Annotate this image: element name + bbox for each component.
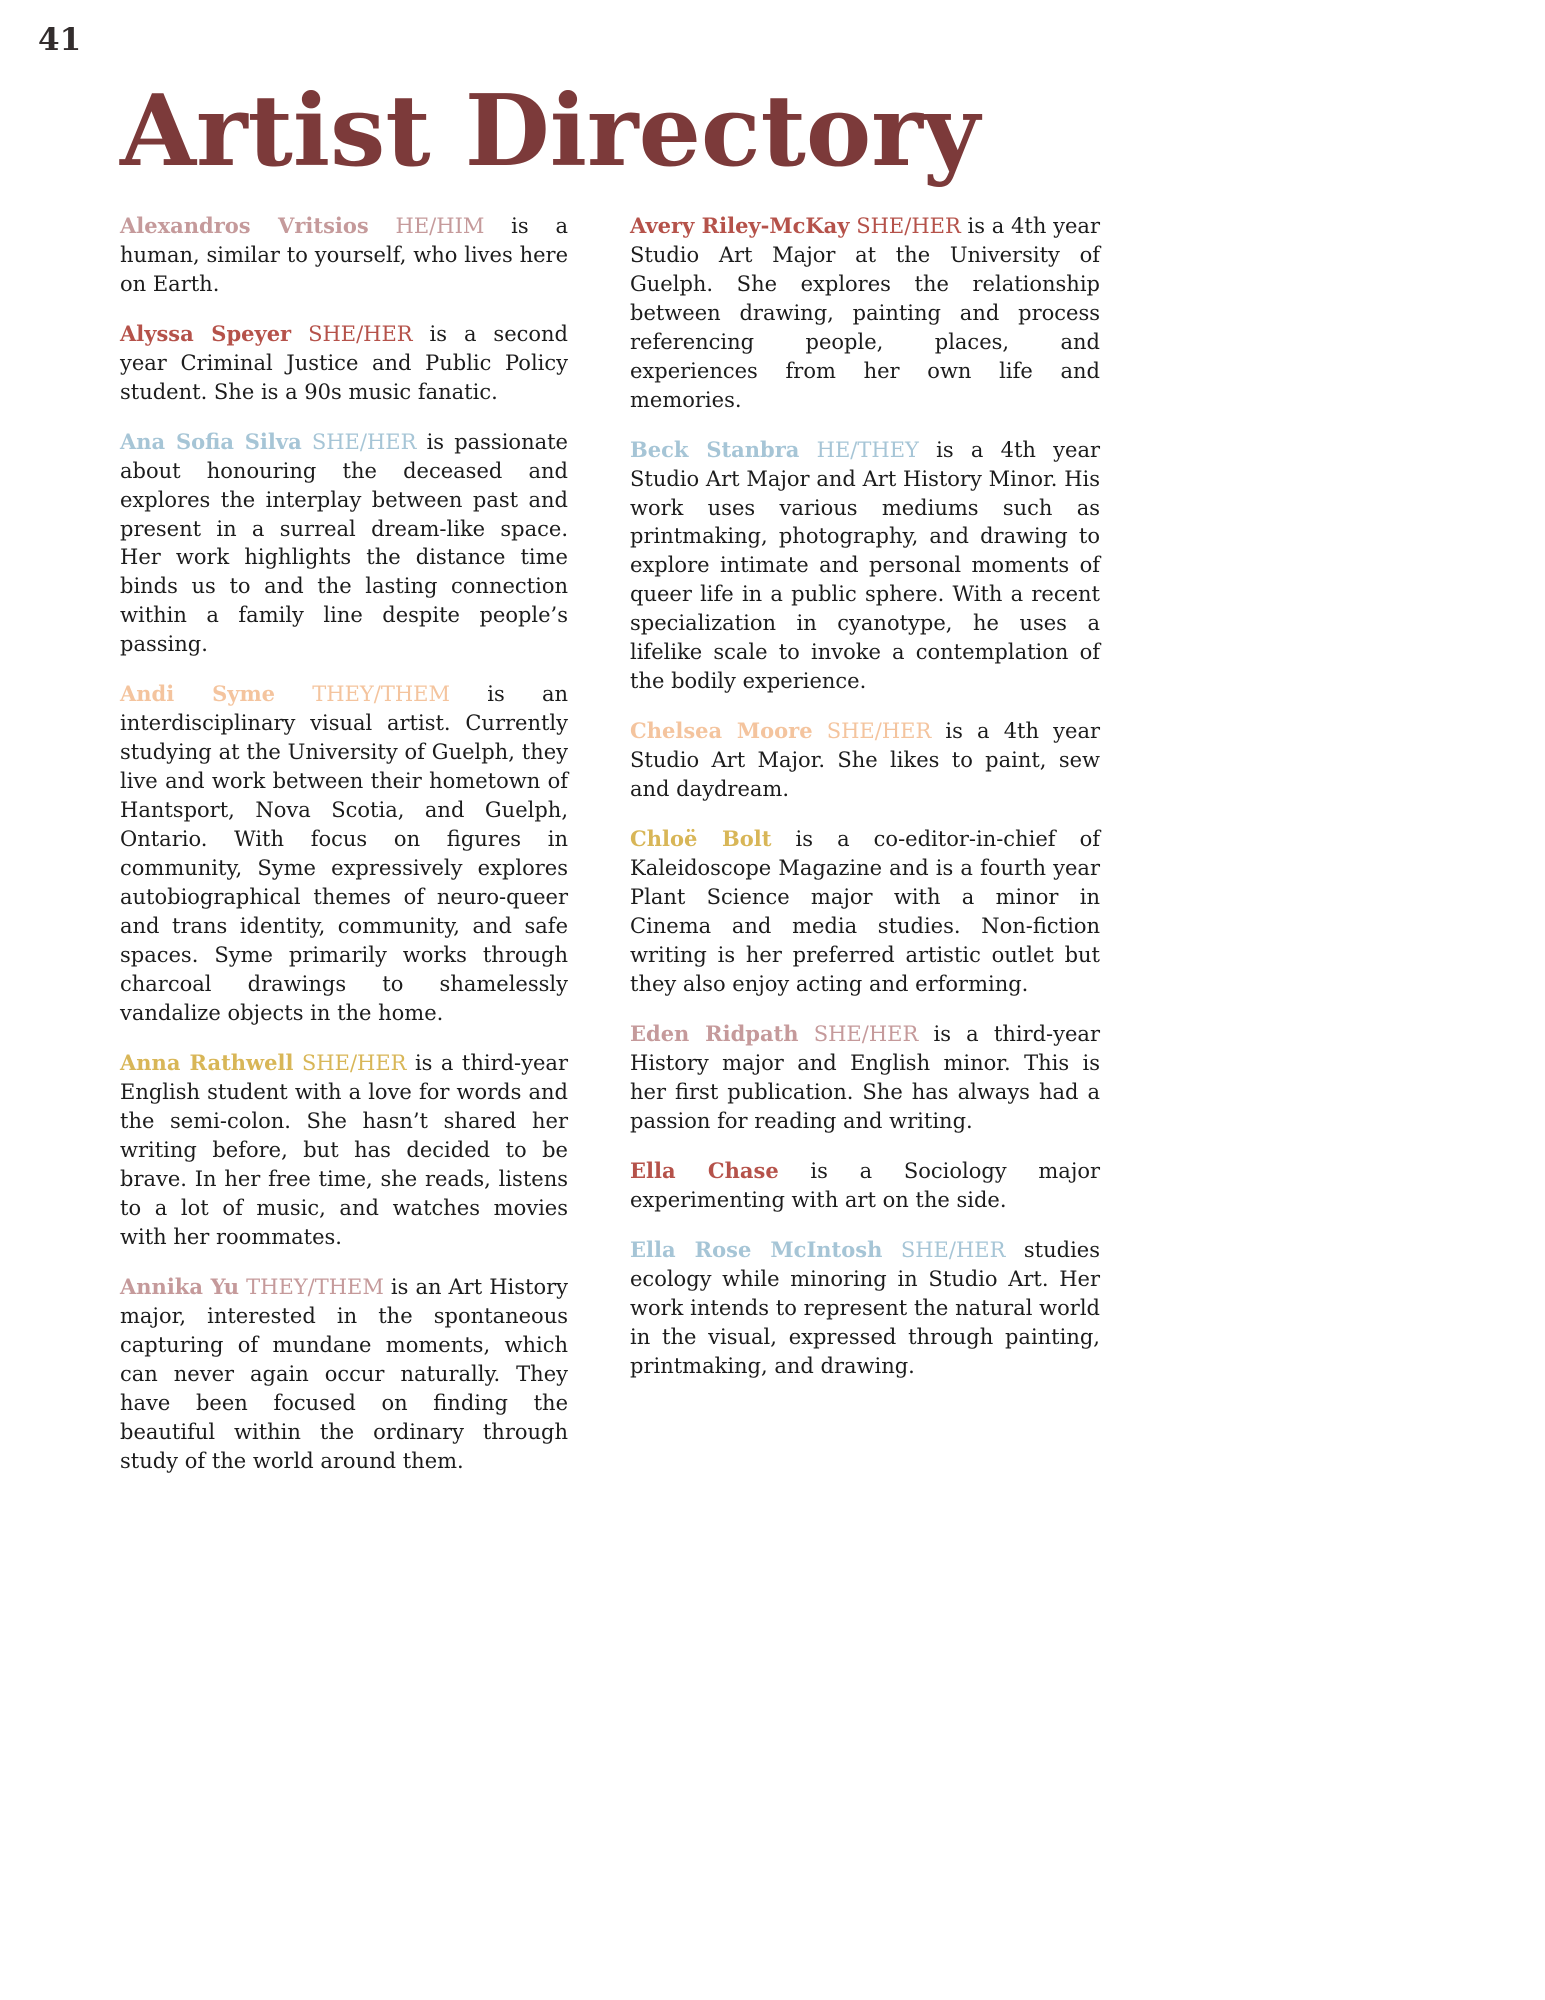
page-content [120,74,1101,1497]
artist-pronouns: SHE/HER [813,1022,919,1047]
artist-entry: Alexandros Vritsios HE/HIM is a human, similar to yourself, who lives here on Earth. [120,212,568,296]
artist-entry: Chloë Bolt is a co-editor-in-chief of Kaleidoscope Magazine and is a fourth year Plant Science major with a minor in Cinema and media studies. Non-fiction writing is her preferred artistic outlet but they also enjoy acting and erforming. [630,826,1100,997]
artist-name: Ella Rose McIntosh [630,1236,883,1262]
artist-name: Alexandros Vritsios [120,212,369,238]
artist-name: Alyssa Speyer [120,320,292,346]
artist-name: Ella Chase [630,1157,779,1183]
directory-column-left [120,212,568,1497]
artist-entry: Ella Chase is a Sociology major experimenting with art on the side. [630,1157,1101,1212]
artist-pronouns: SHE/HER [826,719,932,744]
artist-entry: Alyssa Speyer SHE/HER is a second year Criminal Justice and Public Policy student. She is a 90s music fanatic. [120,320,568,404]
directory-column-right [630,212,1100,1402]
artist-entry: Chelsea Moore SHE/HER is a 4th year Studio Art Major. She likes to paint, sew and daydream. [630,718,1101,802]
artist-entry: Eden Ridpath SHE/HER is a third-year History major and English minor. This is her first publication. She has always had a passion for reading and writing. [630,1021,1100,1133]
artist-entry: Beck Stanbra HE/THEY is a 4th year Studio Art Major and Art History Minor. His work uses various mediums such as printmaking, photography, and drawing to explore intimate and personal moments of queer life in a public sphere. With a recent specialization in cyanotype, he uses a lifelike scale to invoke a contemplation of the bodily experience. [630,436,1100,694]
artist-pronouns: HE/HIM [395,213,485,238]
artist-name: Ana Sofia Silva [120,428,302,454]
page-number: 41 [38,22,82,58]
artist-name: Annika Yu [120,1273,240,1299]
artist-pronouns: SHE/HER [311,429,417,454]
artist-entry: Anna Rathwell SHE/HER is a third-year English student with a love for words and the semi-colon. She hasn’t shared her writing before, but has decided to be brave. In her free time, she reads, listens to a lot of music, and watches movies with her roommates. [120,1049,568,1249]
artist-pronouns: THEY/THEM [312,682,451,707]
artist-name: Avery Riley-McKay [630,212,850,238]
artist-entry: Ana Sofia Silva SHE/HER is passionate about honouring the deceased and explores the interplay between past and present in a surreal dream-like space. Her work highlights the distance time binds us to and the lasting connection within a family line despite people’s passing. [120,428,568,657]
artist-pronouns: THEY/THEM [246,1274,384,1299]
artist-name: Chelsea Moore [630,718,813,744]
artist-name: Eden Ridpath [630,1021,799,1047]
page-title: Artist Directory [120,74,980,189]
artist-pronouns: SHE/HER [856,213,961,238]
artist-name: Andi Syme [120,681,276,707]
artist-entry: Andi Syme THEY/THEM is an interdisciplinary visual artist. Currently studying at the University of Guelph, they live and work between their hometown of Hantsport, Nova Scotia, and Guelph, Ontario. With focus on figures in community, Syme expressively explores autobiographical themes of neuro-queer and trans identity, community, and safe spaces. Syme primarily works through charcoal drawings to shamelessly vandalize objects in the home. [120,681,568,1026]
directory-columns [120,212,1100,1497]
artist-name: Chloë Bolt [630,826,772,852]
artist-pronouns: SHE/HER [301,1050,407,1075]
artist-pronouns: HE/THEY [816,437,919,462]
artist-entry: Avery Riley-McKay SHE/HER is a 4th year Studio Art Major at the University of Guelph. She explores the relationship between drawing, painting and process referencing people, places, and experiences from her own life and memories. [630,212,1100,412]
artist-pronouns: SHE/HER [900,1237,1006,1262]
artist-entry: Ella Rose McIntosh SHE/HER studies ecology while minoring in Studio Art. Her work intends to represent the natural world in the visual, expressed through painting, printmaking, and drawing. [630,1236,1100,1378]
artist-entry: Annika Yu THEY/THEM is an Art History major, interested in the spontaneous capturing of mundane moments, which can never again occur naturally. They have been focused on finding the beautiful within the ordinary through study of the world around them. [120,1273,568,1473]
artist-name: Beck Stanbra [630,436,800,462]
artist-name: Anna Rathwell [120,1049,294,1075]
artist-pronouns: SHE/HER [308,321,413,346]
